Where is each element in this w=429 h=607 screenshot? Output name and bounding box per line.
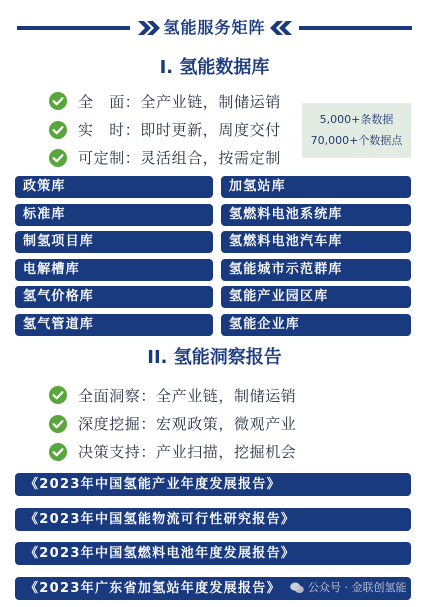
feature-item — [49, 118, 281, 141]
database-tile-refueling-stations: 加氢站库 — [221, 176, 411, 198]
watermark-text: 公众号 · 金联创氢能 — [308, 581, 407, 594]
stat-record-count: 5,000+条数据 — [319, 113, 394, 126]
database-tile-h2-prices: 氢气价格库 — [15, 286, 213, 308]
watermark — [290, 581, 407, 595]
feature-text: 决策支持：产业扫描，挖掘机会 — [78, 443, 297, 462]
check-circle-icon — [49, 386, 67, 404]
feature-item — [49, 412, 296, 435]
report-item: 《2023年广东省加氢站年度发展报告》 — [15, 577, 411, 600]
feature-text: 深度挖掘：宏观政策，微观产业 — [78, 415, 297, 433]
section-title-database: I. 氢能数据库 — [159, 57, 270, 78]
database-tile-standards: 标准库 — [15, 204, 213, 226]
report-item: 《2023年中国氢能产业年度发展报告》 — [15, 473, 411, 496]
database-tile-policy: 政策库 — [15, 176, 213, 198]
database-tile-industrial-parks: 氢能产业园区库 — [221, 286, 411, 308]
page-title: 氢能服务矩阵 — [163, 18, 266, 37]
feature-item — [49, 90, 281, 113]
header-rule-right — [299, 26, 412, 30]
check-circle-icon — [49, 415, 67, 433]
database-tile-enterprises: 氢能企业库 — [221, 314, 411, 336]
database-tile-fuel-cell-vehicles: 氢燃料电池汽车库 — [221, 231, 411, 253]
section-title-reports: II. 氢能洞察报告 — [147, 347, 282, 368]
feature-text: 全 面：全产业链，制储运销 — [78, 92, 281, 111]
wechat-icon — [290, 582, 304, 594]
feature-text: 实 时：即时更新，周度交付 — [78, 121, 281, 139]
feature-item — [49, 441, 296, 464]
report-item: 《2023年中国氢燃料电池年度发展报告》 — [15, 542, 411, 565]
check-circle-icon — [49, 121, 67, 139]
database-tile-demo-city-clusters: 氢能城市示范群库 — [221, 259, 411, 281]
database-list-left — [15, 176, 213, 336]
reports-feature-list — [49, 384, 296, 463]
database-tile-h2-projects: 制氢项目库 — [15, 231, 213, 253]
check-circle-icon — [49, 443, 67, 461]
database-tile-h2-pipelines: 氢气管道库 — [15, 314, 213, 336]
check-circle-icon — [49, 149, 67, 167]
database-feature-list — [49, 90, 281, 169]
feature-item — [49, 384, 296, 407]
feature-text: 全面洞察：全产业链，制储运销 — [78, 386, 297, 405]
double-chevron-left-icon — [270, 21, 292, 35]
feature-text: 可定制：灵活组合，按需定制 — [78, 149, 281, 168]
report-item: 《2023年中国氢能物流可行性研究报告》 — [15, 508, 411, 531]
data-stats-box — [302, 103, 411, 158]
database-tile-electrolyzers: 电解槽库 — [15, 259, 213, 281]
stat-datapoint-count: 70,000+个数据点 — [310, 134, 403, 147]
database-list-right — [221, 176, 411, 336]
feature-item — [49, 147, 281, 170]
database-tile-fuel-cell-systems: 氢燃料电池系统库 — [221, 204, 411, 226]
check-circle-icon — [49, 92, 67, 110]
